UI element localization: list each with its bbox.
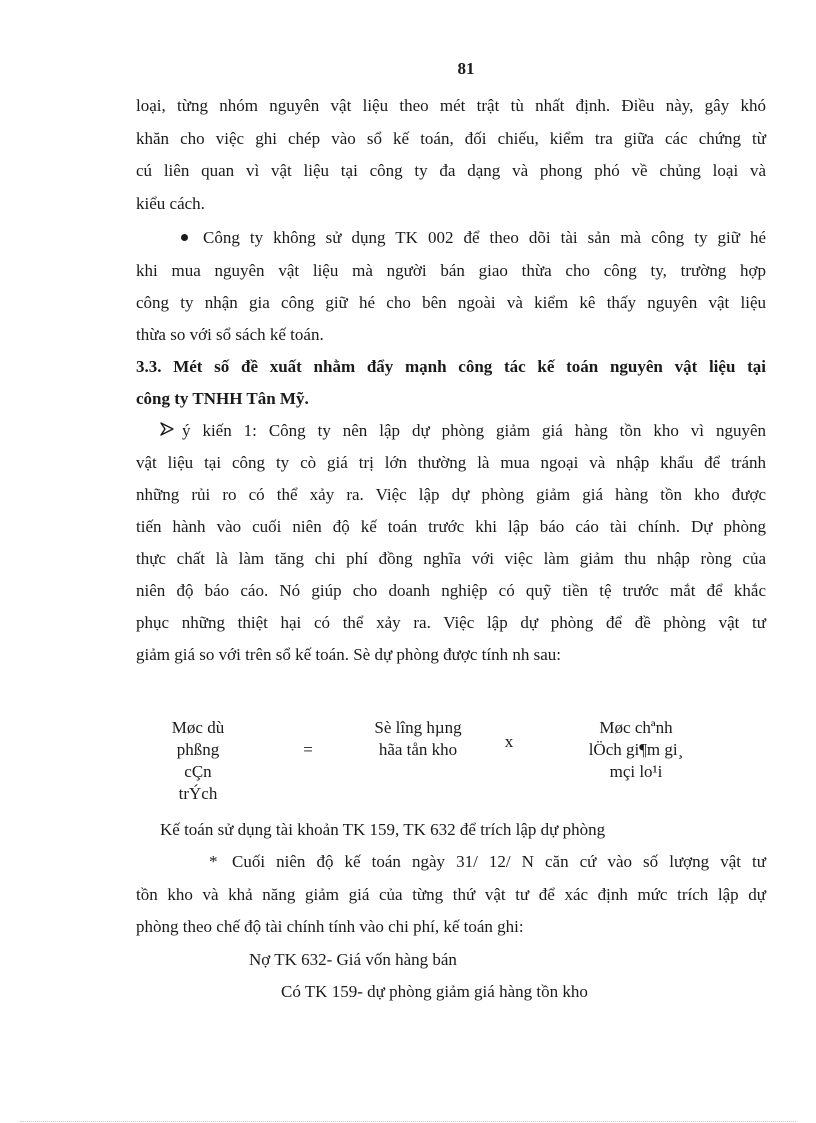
formula-right-line: mçi lo¹i	[609, 762, 663, 781]
formula-left-line: trÝch	[178, 784, 218, 803]
idea-line: phục những thiệt hại có thể xảy ra. Việc lập dự phòng để đề phòng vật tư	[136, 613, 766, 632]
formula-right	[568, 717, 704, 783]
formula-right-line: Møc chªnh	[599, 718, 673, 737]
formula-middle-line: hãa tån kho	[378, 740, 458, 759]
bullet-line: Công ty không sử dụng TK 002 để theo dõi tài sản mà công ty giữ hé	[203, 228, 766, 247]
arrow-bullet-icon	[159, 421, 175, 437]
bullet-line: thừa so với sổ sách kế toán.	[136, 325, 324, 344]
formula-middle-line: Sè lîng hµng	[374, 718, 462, 737]
bullet-line: công ty nhận gia công giữ hé cho bên ngoài và kiểm kê thấy nguyên vật liệu	[136, 293, 766, 312]
bullet-icon	[181, 234, 188, 241]
procedure-line: phòng theo chế độ tài chính tính vào chi phí, kế toán ghi:	[136, 917, 524, 936]
idea-line: ý kiến 1: Công ty nên lập dự phòng giảm giá hàng tồn kho vì nguyên	[182, 421, 766, 440]
page-bottom-border	[20, 1121, 796, 1122]
journal-debit: Nợ TK 632- Giá vốn hàng bán	[249, 950, 457, 969]
formula-left-line: phßng	[176, 740, 220, 759]
paragraph-line: khăn cho việc ghi chép vào sổ kế toán, đối chiếu, kiểm tra giữa các chứng từ	[136, 129, 766, 148]
star-marker: *	[209, 852, 218, 871]
formula-right-line: lÖch gi¶m gi¸	[588, 740, 684, 759]
idea-line: giảm giá so với trên sổ kế toán. Sè dự phòng được tính nh sau:	[136, 645, 561, 664]
section-heading: 3.3. Mét số đề xuất nhằm đẩy mạnh công tác kế toán nguyên vật liệu tại	[136, 357, 766, 376]
idea-line: niên độ báo cáo. Nó giúp cho doanh nghiệp có quỹ tiền tệ trước mắt để khắc	[136, 581, 766, 600]
formula-times: x	[504, 732, 514, 751]
idea-line: thực chất là làm tăng chi phí đồng nghĩa với việc làm giảm thu nhập ròng của	[136, 549, 766, 568]
account-usage-line: Kế toán sử dụng tài khoản TK 159, TK 632 để trích lập dự phòng	[160, 820, 606, 839]
journal-credit: Có TK 159- dự phòng giảm giá hàng tồn kho	[281, 982, 588, 1001]
formula-left	[150, 717, 246, 805]
section-heading: công ty TNHH Tân Mỹ.	[136, 389, 309, 408]
paragraph-line: cú liên quan vì vật liệu tại công ty đa dạng và phong phó về chủng loại và	[136, 161, 766, 180]
formula-left-line: cÇn	[184, 762, 212, 781]
idea-line: tiến hành vào cuối niên độ kế toán trước khi lập báo cáo tài chính. Dự phòng	[136, 517, 766, 536]
procedure-line: tồn kho và khả năng giảm giá của từng thứ vật tư để xác định mức trích lập dự	[136, 885, 766, 904]
formula-middle	[350, 717, 486, 761]
formula-equals: =	[303, 740, 313, 759]
idea-line: vật liệu tại công ty cò giá trị lớn thường là mua ngoại và nhập khẩu để tránh	[136, 453, 766, 472]
idea-line: những rủi ro có thể xảy ra. Việc lập dự phòng giảm giá hàng tồn kho được	[136, 485, 766, 504]
paragraph-line: loại, từng nhóm nguyên vật liệu theo mét trật tù nhất định. Điều này, gây khó	[136, 96, 766, 115]
procedure-line: Cuối niên độ kế toán ngày 31/ 12/ N căn cứ vào số lượng vật tư	[232, 852, 766, 871]
page-number: 81	[457, 59, 475, 78]
formula-left-line: Møc dù	[171, 718, 225, 737]
bullet-line: khi mua nguyên vật liệu mà người bán giao thừa cho công ty, trường hợp	[136, 261, 766, 280]
paragraph-line: kiểu cách.	[136, 194, 205, 213]
